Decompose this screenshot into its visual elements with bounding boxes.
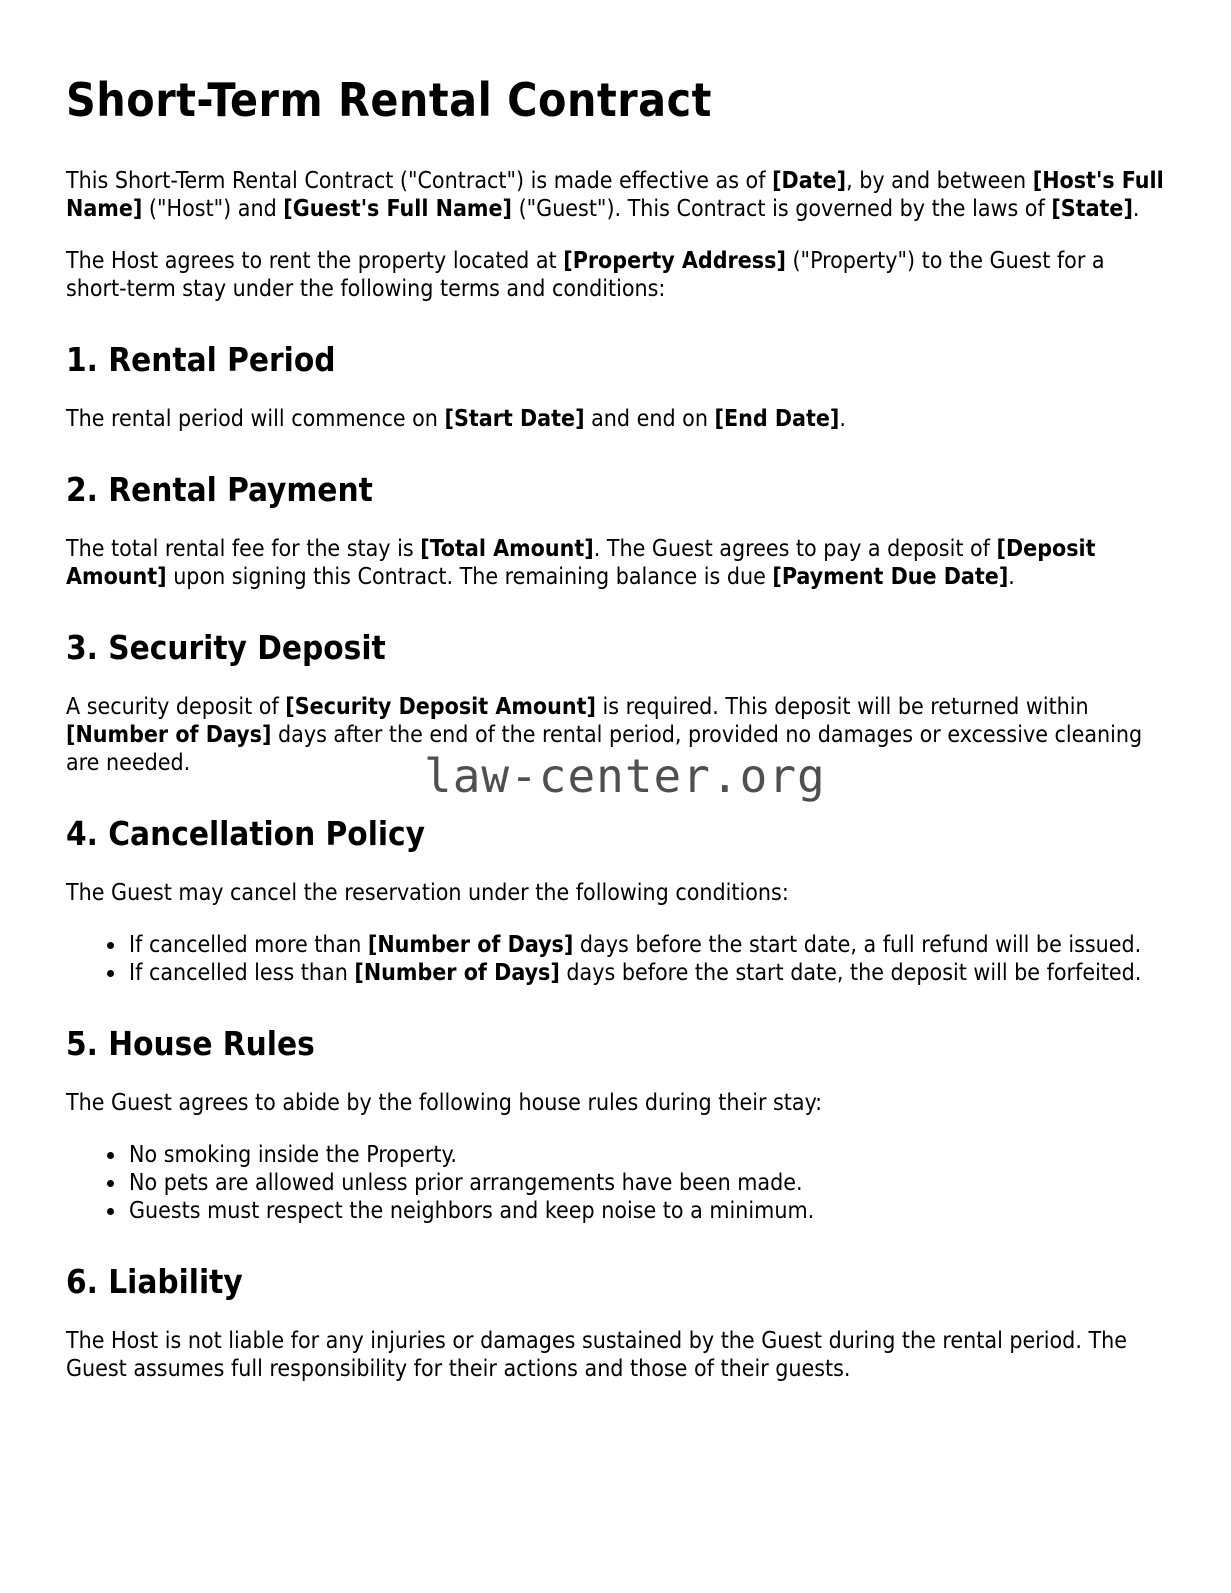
list-item-no-smoking: • No smoking inside the Property. xyxy=(127,1141,1165,1169)
cancellation-policy-list xyxy=(66,931,1165,987)
intro-paragraph-parties: This Short-Term Rental Contract ("Contract") is made effective as of [Date], by and between [Host's Full Name] ("Host") and [Guest's Full Name] ("Guest"). This Contract is governed by the laws of [State]. xyxy=(66,168,1164,222)
intro-paragraph-property: The Host agrees to rent the property located at [Property Address] ("Property") to the Guest for a short-term stay under the following terms and conditions: xyxy=(66,248,1105,302)
section-body-house-rules: The Guest agrees to abide by the following house rules during their stay: xyxy=(66,1090,823,1116)
document-title: Short-Term Rental Contract xyxy=(66,73,712,127)
section-body-security-deposit: A security deposit of [Security Deposit Amount] is required. This deposit will be returned within [Number of Days] days after the end of the rental period, provided no damages or excessive cleaning are needed. xyxy=(66,694,1143,776)
section-heading-liability: 6. Liability xyxy=(66,1262,243,1301)
section-body-rental-period: The rental period will commence on [Start Date] and end on [End Date]. xyxy=(66,406,846,432)
section-heading-rental-payment: 2. Rental Payment xyxy=(66,470,373,509)
list-item-cancel-more-than: • If cancelled more than [Number of Days] days before the start date, a full refund will be issued. xyxy=(127,931,1165,959)
list-item-cancel-less-than: • If cancelled less than [Number of Days] days before the start date, the deposit will be forfeited. xyxy=(127,959,1165,987)
list-item-respect-neighbors: • Guests must respect the neighbors and keep noise to a minimum. xyxy=(127,1197,1165,1225)
section-body-cancellation-policy: The Guest may cancel the reservation under the following conditions: xyxy=(66,880,789,906)
section-body-liability: The Host is not liable for any injuries or damages sustained by the Guest during the rental period. The Guest assumes full responsibility for their actions and those of their guests. xyxy=(66,1328,1127,1382)
section-heading-house-rules: 5. House Rules xyxy=(66,1024,315,1063)
house-rules-list xyxy=(66,1141,1165,1225)
section-heading-cancellation-policy: 4. Cancellation Policy xyxy=(66,814,425,853)
section-heading-rental-period: 1. Rental Period xyxy=(66,340,336,379)
section-body-rental-payment: The total rental fee for the stay is [Total Amount]. The Guest agrees to pay a deposit of [Deposit Amount] upon signing this Contract. The remaining balance is due [Payment Due Date]. xyxy=(66,536,1096,590)
section-heading-security-deposit: 3. Security Deposit xyxy=(66,628,386,667)
watermark-law-center-org: law-center.org xyxy=(424,749,826,803)
list-item-no-pets: • No pets are allowed unless prior arrangements have been made. xyxy=(127,1169,1165,1197)
